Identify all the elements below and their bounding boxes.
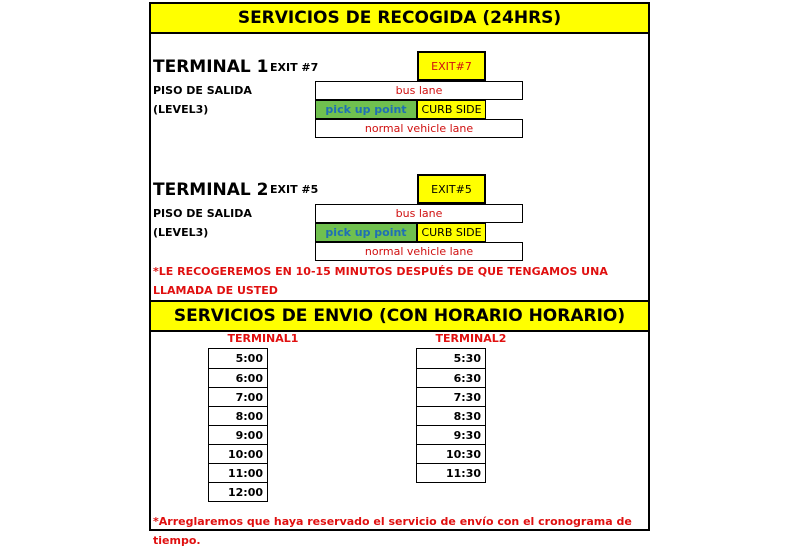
time-cell: 8:30 bbox=[416, 407, 486, 426]
terminal1-exit-box: EXIT#7 bbox=[417, 51, 486, 81]
time-cell: 12:00 bbox=[208, 483, 268, 502]
time-cell: 9:30 bbox=[416, 426, 486, 445]
terminal2-floor-label: PISO DE SALIDA bbox=[153, 207, 252, 220]
terminal2-exit-label: EXIT #5 bbox=[270, 183, 319, 196]
pickup-note bbox=[153, 262, 648, 300]
time-cell: 7:30 bbox=[416, 388, 486, 407]
dropoff-section-title: SERVICIOS DE ENVIO (CON HORARIO HORARIO) bbox=[149, 300, 650, 332]
terminal1-normal-lane: normal vehicle lane bbox=[315, 119, 523, 138]
terminal2-title: TERMINAL 2 bbox=[153, 180, 269, 200]
dropoff-terminal2-schedule bbox=[416, 348, 486, 483]
dropoff-terminal2-header: TERMINAL2 bbox=[435, 332, 507, 345]
time-cell: 6:00 bbox=[208, 369, 268, 388]
time-cell: 9:00 bbox=[208, 426, 268, 445]
time-cell: 10:00 bbox=[208, 445, 268, 464]
time-cell: 7:00 bbox=[208, 388, 268, 407]
terminal1-curb-side: CURB SIDE bbox=[417, 100, 486, 119]
terminal2-exit-box: EXIT#5 bbox=[417, 174, 486, 204]
time-cell: 10:30 bbox=[416, 445, 486, 464]
time-cell: 5:30 bbox=[416, 348, 486, 369]
terminal2-normal-lane: normal vehicle lane bbox=[315, 242, 523, 261]
terminal1-floor-label: PISO DE SALIDA bbox=[153, 84, 252, 97]
terminal1-exit-label: EXIT #7 bbox=[270, 61, 319, 74]
terminal2-bus-lane: bus lane bbox=[315, 204, 523, 223]
terminal2-curb-side: CURB SIDE bbox=[417, 223, 486, 242]
terminal1-pickup-point: pick up point bbox=[315, 100, 417, 119]
terminal1-level-label: (LEVEL3) bbox=[153, 103, 209, 116]
pickup-note-line2: LLAMADA DE USTED bbox=[153, 284, 278, 297]
time-cell: 5:00 bbox=[208, 348, 268, 369]
time-cell: 6:30 bbox=[416, 369, 486, 388]
terminal1-bus-lane: bus lane bbox=[315, 81, 523, 100]
terminal2-level-label: (LEVEL3) bbox=[153, 226, 209, 239]
time-cell: 11:30 bbox=[416, 464, 486, 483]
time-cell: 8:00 bbox=[208, 407, 268, 426]
terminal2-pickup-point: pick up point bbox=[315, 223, 417, 242]
time-cell: 11:00 bbox=[208, 464, 268, 483]
dropoff-terminal1-schedule bbox=[208, 348, 268, 502]
dropoff-note: *Arreglaremos que haya reservado el servicio de envío con el cronograma de tiempo. bbox=[153, 515, 632, 547]
terminal1-title: TERMINAL 1 bbox=[153, 57, 269, 77]
dropoff-terminal1-header: TERMINAL1 bbox=[227, 332, 299, 345]
pickup-note-line1: *LE RECOGEREMOS EN 10-15 MINUTOS DESPUÉS DE QUE TENGAMOS UNA bbox=[153, 265, 608, 278]
pickup-section-title: SERVICIOS DE RECOGIDA (24HRS) bbox=[149, 2, 650, 34]
